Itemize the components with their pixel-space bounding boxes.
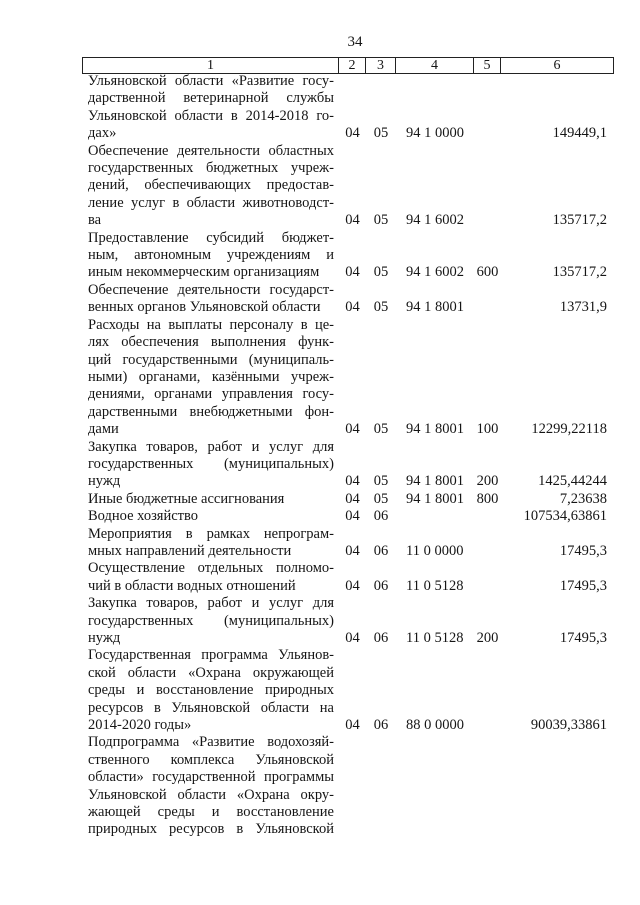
section-code: 04 [345, 542, 360, 559]
table-row [83, 282, 613, 317]
target-article-code: 94 1 8001 [406, 490, 464, 507]
description-line: Закупка товаров, работ и услуг для [88, 438, 334, 455]
description-line: Осуществление отдельных полномо- [88, 560, 334, 577]
amount: 135717,2 [552, 264, 607, 281]
section-code: 04 [345, 630, 360, 646]
section-code: 04 [345, 264, 360, 281]
description-line: 2014-2020 годы» [88, 717, 192, 734]
amount: 17495,3 [559, 542, 607, 559]
description-line: Ульяновской области в 2014-2018 го- [88, 107, 334, 124]
subsection-code: 05 [373, 490, 389, 507]
description-line: Закупка товаров, работ и услуг для [88, 595, 334, 612]
target-article-code: 94 1 8001 [406, 299, 464, 316]
description-line: Ульяновской области «Развитие госу- [88, 73, 334, 89]
expense-type-code: 100 [476, 421, 499, 438]
subsection-code: 05 [373, 299, 389, 316]
description-line: Обеспечение деятельности государст- [88, 281, 334, 298]
section-code: 04 [345, 212, 360, 229]
description-line: венных органов Ульяновской области [88, 299, 321, 316]
description-line: государственных бюджетных учреж- [88, 160, 334, 177]
row-description [83, 317, 339, 439]
row-description [83, 734, 339, 838]
subsection-code: 06 [373, 717, 389, 734]
description-line: нужд [88, 630, 121, 646]
description-line: дах» [88, 125, 117, 142]
description-line: ление услуг в области животноводст- [88, 194, 334, 211]
description-line: дарственными внебюджетными фон- [88, 403, 334, 420]
description-line: дений, обеспечивающих предостав- [88, 177, 334, 194]
section-code: 04 [345, 299, 360, 316]
column-header-4: 4 [396, 58, 474, 73]
description-line: дами [88, 421, 119, 438]
description-line: чий в области водных отношений [88, 577, 296, 594]
description-line: дарственной ветеринарной службы [88, 90, 334, 107]
table-row [83, 439, 613, 491]
column-header-3: 3 [366, 58, 396, 73]
row-description [83, 647, 339, 734]
description-line: жающей среды и восстановление [88, 804, 334, 821]
table-row [83, 491, 613, 508]
subsection-code: 05 [373, 125, 389, 142]
expense-type-code: 800 [476, 490, 499, 507]
table-row [83, 595, 613, 647]
table-row [83, 560, 613, 595]
description-line: ва [88, 212, 102, 229]
section-code: 04 [345, 717, 360, 734]
description-line: Государственная программа Ульянов- [88, 647, 334, 664]
section-code: 04 [345, 577, 360, 594]
description-line: ресурсов в Ульяновской области на [88, 699, 334, 716]
page-number: 34 [347, 34, 363, 50]
target-article-code: 94 1 8001 [406, 473, 464, 490]
amount: 12299,22118 [531, 421, 607, 438]
amount: 17495,3 [559, 630, 607, 646]
row-description [83, 230, 339, 282]
subsection-code: 05 [373, 473, 389, 490]
column-header-5: 5 [474, 58, 501, 73]
description-line: Иные бюджетные ассигнования [88, 490, 285, 507]
amount: 90039,33861 [530, 717, 607, 734]
description-line: Мероприятия в рамках непрограм- [88, 525, 334, 542]
table-row [83, 508, 613, 525]
description-line: лях обеспечения выполнения функ- [88, 334, 334, 351]
column-header-6: 6 [553, 58, 561, 73]
amount: 149449,1 [552, 125, 607, 142]
target-article-code: 88 0 0000 [406, 717, 464, 734]
description-line: государственных (муниципальных) [88, 612, 334, 629]
subsection-code: 06 [373, 630, 389, 646]
table-body [83, 73, 613, 839]
amount: 1425,44244 [538, 473, 607, 490]
description-line: Ульяновской области «Охрана окру- [88, 786, 334, 803]
target-article-code: 94 1 6002 [406, 264, 464, 281]
row-description [83, 560, 339, 595]
description-line: иным некоммерческим организациям [88, 264, 320, 281]
description-line: Подпрограмма «Развитие водохозяй- [88, 734, 334, 751]
description-line: нужд [88, 473, 121, 490]
description-line: области» государственной программы [88, 769, 334, 786]
description-line: ными) органами, казёнными учреж- [88, 368, 334, 385]
table-row [83, 647, 613, 734]
description-line: мных направлений деятельности [88, 542, 292, 559]
section-code: 04 [345, 421, 360, 438]
target-article-code: 11 0 5128 [406, 577, 464, 594]
description-line: Обеспечение деятельности областных [88, 142, 334, 159]
description-line: Расходы на выплаты персоналу в це- [88, 316, 334, 333]
amount: 107534,63861 [523, 508, 607, 525]
section-code: 04 [345, 473, 360, 490]
subsection-code: 05 [373, 212, 389, 229]
description-line: ным, автономным учреждениям и [88, 247, 334, 264]
amount: 17495,3 [559, 577, 607, 594]
target-article-code: 11 0 0000 [406, 542, 464, 559]
table-header [82, 57, 614, 74]
column-header-2: 2 [339, 58, 366, 73]
amount: 13731,9 [559, 299, 607, 316]
row-description [83, 73, 339, 143]
amount: 7,23638 [559, 490, 607, 507]
column-header-1: 1 [83, 58, 339, 73]
amount: 135717,2 [552, 212, 607, 229]
description-line: природных ресурсов в Ульяновской [88, 821, 334, 838]
target-article-code: 94 1 0000 [406, 125, 464, 142]
expense-type-code: 200 [476, 473, 499, 490]
description-line: государственных (муниципальных) [88, 455, 334, 472]
target-article-code: 94 1 6002 [406, 212, 464, 229]
section-code: 04 [345, 125, 360, 142]
description-line: Водное хозяйство [88, 508, 199, 525]
description-line: дениями, органами управления госу- [88, 386, 334, 403]
row-description [83, 143, 339, 230]
subsection-code: 06 [373, 577, 389, 594]
table-row [83, 73, 613, 143]
table-row [83, 526, 613, 561]
description-line: ций государственными (муниципаль- [88, 351, 334, 368]
subsection-code: 06 [373, 542, 389, 559]
table-row [83, 734, 613, 838]
section-code: 04 [345, 508, 360, 525]
table-row [83, 143, 613, 230]
row-description [83, 526, 339, 561]
description-line: среды и восстановление природных [88, 682, 334, 699]
table-row [83, 317, 613, 439]
description-line: ственного комплекса Ульяновской [88, 751, 334, 768]
expense-type-code: 200 [476, 630, 499, 646]
subsection-code: 05 [373, 264, 389, 281]
row-description [83, 282, 339, 317]
target-article-code: 11 0 5128 [406, 630, 464, 646]
row-description [83, 508, 339, 525]
description-line: ской области «Охрана окружающей [88, 664, 334, 681]
row-description [83, 595, 339, 647]
description-line: Предоставление субсидий бюджет- [88, 229, 334, 246]
section-code: 04 [345, 490, 360, 507]
table-row [83, 230, 613, 282]
row-description [83, 439, 339, 491]
expense-type-code: 600 [476, 264, 499, 281]
subsection-code: 06 [373, 508, 389, 525]
target-article-code: 94 1 8001 [406, 421, 464, 438]
row-description [83, 491, 339, 508]
subsection-code: 05 [373, 421, 389, 438]
